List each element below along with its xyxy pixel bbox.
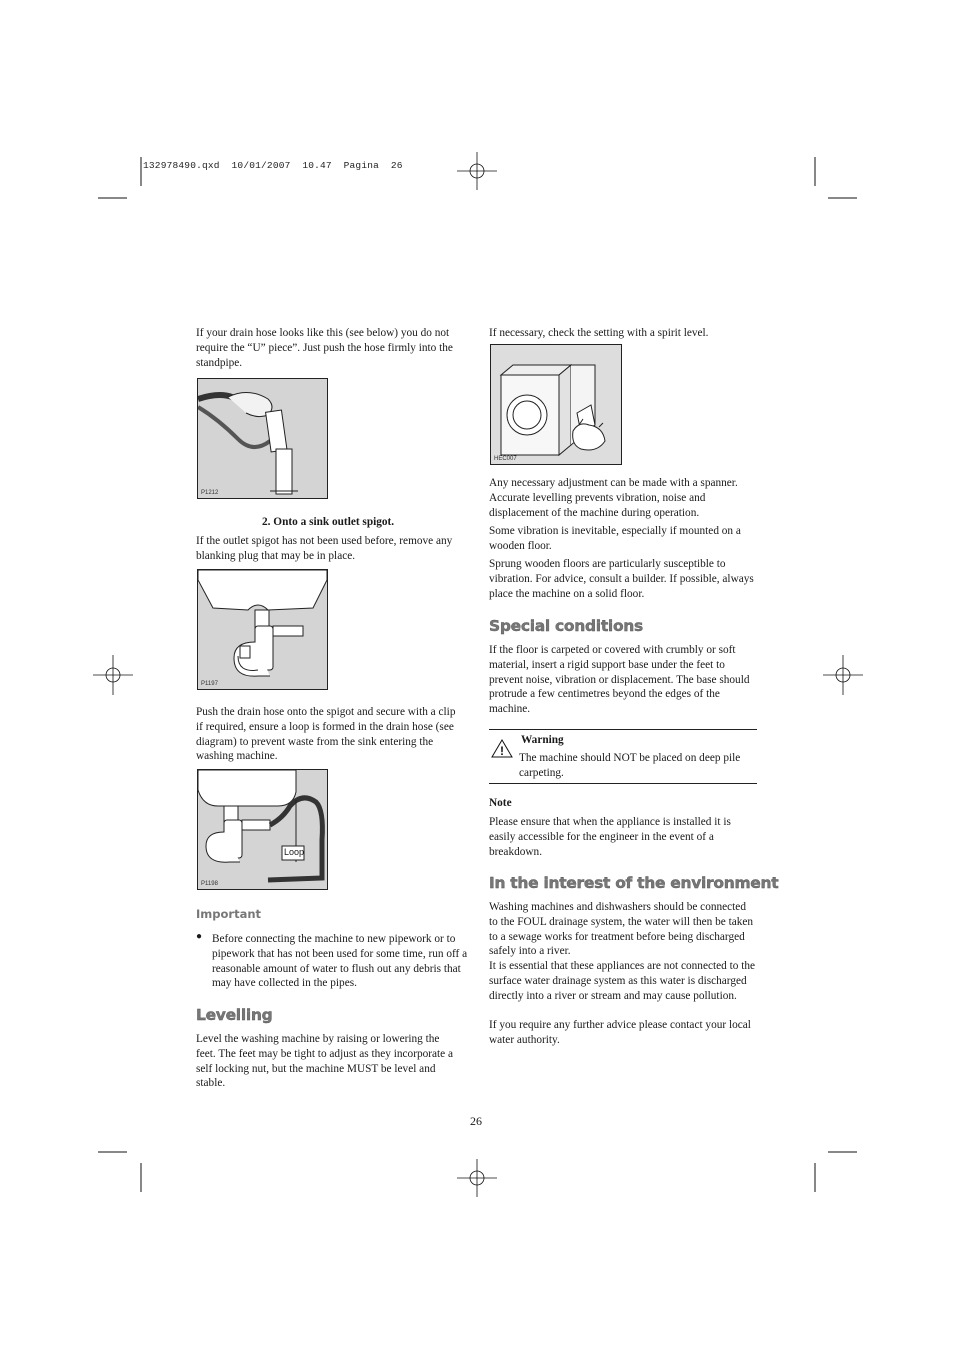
- figure-spirit-level: [490, 344, 622, 465]
- push-paragraph: Push the drain hose onto the spigot and secure with a clip if required, ensure a loop is formed in the drain hose (see diagram) to prevent waste from the sink entering the washing machine.: [196, 706, 456, 763]
- figure-loop: [197, 769, 328, 890]
- warning-text: The machine should NOT be placed on deep pile carpeting.: [519, 752, 741, 779]
- standpipe-illustration: [198, 379, 327, 498]
- important-heading: Important: [196, 907, 262, 921]
- svg-text:!: !: [500, 744, 504, 758]
- spigot-paragraph: If the outlet spigot has not been used before, remove any blanking plug that may be in place.: [196, 535, 453, 562]
- environment-heading: In the interest of the environment: [489, 874, 779, 892]
- warning-title: Warning: [521, 734, 564, 746]
- environment-p1: Washing machines and dishwashers should be connected to the FOUL drainage system, the water will then be taken to a sewage works for treatment before being discharged safely into a river.: [489, 901, 754, 958]
- warning-box: [489, 729, 757, 784]
- sprung-paragraph: Sprung wooden floors are particularly susceptible to vibration. For advice, consult a builder. If possible, always place the machine on a solid floor.: [489, 558, 754, 600]
- figure-code: P1212: [201, 490, 219, 496]
- figure-code: P1198: [201, 881, 218, 887]
- loop-illustration: [198, 770, 327, 889]
- sink-spigot-illustration: [198, 570, 327, 689]
- machine-illustration: [491, 345, 621, 464]
- levelling-paragraph: Level the washing machine by raising or lowering the feet. The feet may be tight to adjust as they incorporate a self locking nut, but the machine MUST be level and stable.: [196, 1033, 454, 1090]
- note-text: Please ensure that when the appliance is installed it is easily accessible for the engineer in the event of a breakdown.: [489, 816, 731, 858]
- intro-paragraph: If your drain hose looks like this (see below) you do not require the “U” piece”. Just push the hose firmly into the standpipe.: [196, 327, 453, 369]
- environment-p2: It is essential that these appliances are not connected to the surface water drainage system as this water is discharged directly into a river or stream and may cause pollution.: [489, 960, 756, 1002]
- environment-p3: If you require any further advice please contact your local water authority.: [489, 1019, 751, 1046]
- important-bullet-text: Before connecting the machine to new pipework or to pipework that has not been used for some time, run off a reasonable amount of water to flush out any debris that may have collected in the pipes.: [212, 933, 468, 990]
- print-slug: 132978490.qxd 10/01/2007 10.47 Pagina 26: [143, 160, 403, 171]
- spirit-level-paragraph: If necessary, check the setting with a spirit level.: [489, 327, 709, 339]
- figure-standpipe: [197, 378, 328, 499]
- special-conditions-heading: Special conditions: [489, 617, 643, 635]
- figure-sink-spigot: [197, 569, 328, 690]
- figure-code: P1197: [201, 681, 218, 687]
- warning-triangle-icon: [491, 739, 513, 758]
- spanner-paragraph: Any necessary adjustment can be made with a spanner. Accurate levelling prevents vibration, noise and displacement of the machine during operation.: [489, 477, 738, 519]
- levelling-heading: Levelling: [196, 1006, 273, 1024]
- special-paragraph: If the floor is carpeted or covered with crumbly or soft material, insert a rigid support base under the feet to prevent noise, vibration or displacement. The base should protrude a few centimetres beyond the edges of the machine.: [489, 644, 750, 716]
- vibration-paragraph: Some vibration is inevitable, especially if mounted on a wooden floor.: [489, 525, 741, 552]
- subheading-sink-spigot: 2. Onto a sink outlet spigot.: [262, 516, 395, 528]
- loop-label: Loop: [284, 847, 305, 857]
- figure-code: HEC007: [494, 456, 517, 462]
- note-title: Note: [489, 797, 512, 809]
- important-bullet: [196, 932, 468, 991]
- page-number: 26: [470, 1114, 482, 1128]
- bullet-icon: ●: [196, 931, 203, 942]
